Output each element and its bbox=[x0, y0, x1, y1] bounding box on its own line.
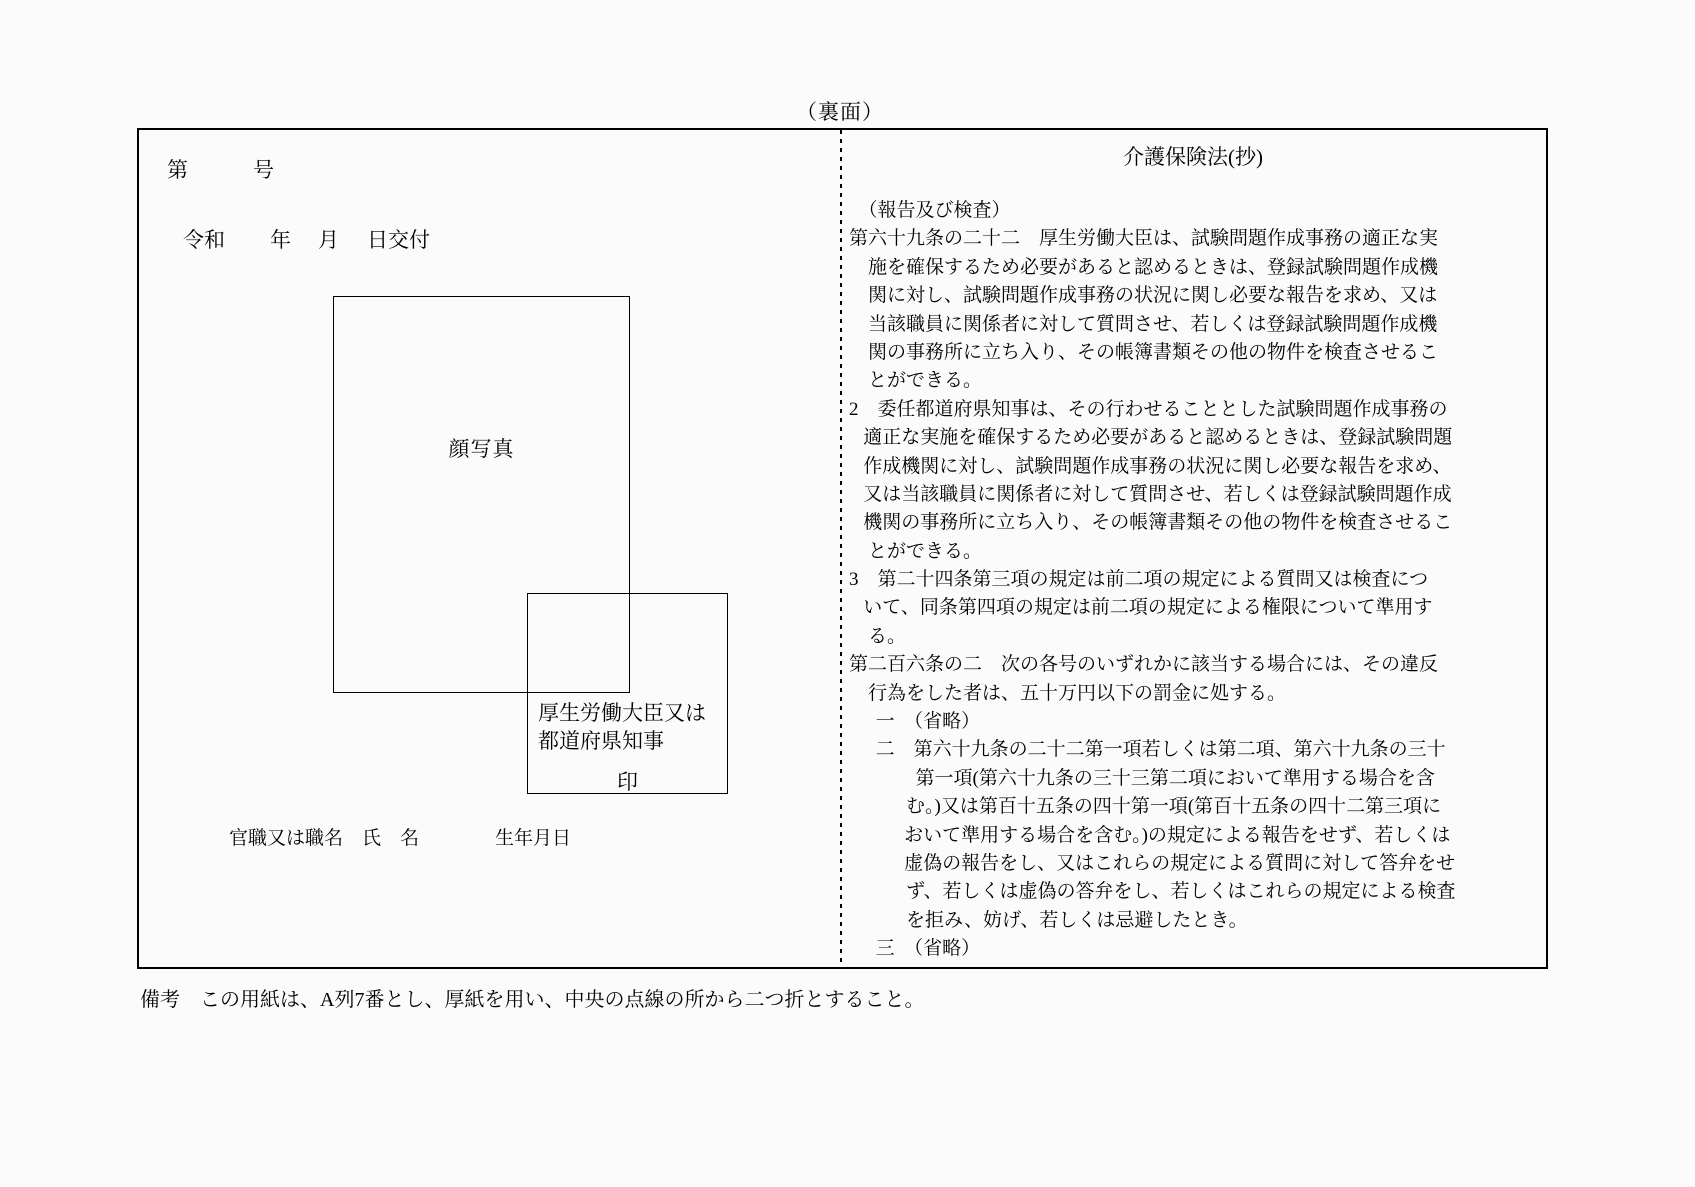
birthdate-label: 生年月日 bbox=[495, 828, 572, 849]
law-text-line: 関の事務所に立ち入り、その帳簿書類その他の物件を検査させるこ bbox=[868, 341, 1439, 363]
year-label: 年 bbox=[270, 228, 291, 252]
law-text-line: ず、若しくは虚偽の答弁をし、若しくはこれらの規定による検査 bbox=[906, 881, 1456, 903]
issuer-title-line1: 厚生労働大臣又は bbox=[538, 701, 706, 725]
law-text-line: 適正な実施を確保するため必要があると認めるときは、登録試験問題 bbox=[863, 427, 1453, 449]
law-text-line: 作成機関に対し、試験問題作成事務の状況に関し必要な報告を求め、 bbox=[863, 455, 1452, 477]
law-text-line: 第二百六条の二 次の各号のいずれかに該当する場合には、その違反 bbox=[849, 654, 1439, 676]
number-prefix-label: 第 bbox=[167, 158, 188, 182]
law-text-line: 行為をした者は、五十万円以下の罰金に処する。 bbox=[868, 682, 1287, 704]
law-text-line: 又は当該職員に関係者に対して質問させ、若しくは登録試験問題作成 bbox=[863, 483, 1452, 505]
era-label: 令和 bbox=[183, 228, 225, 252]
law-text-line: 関に対し、試験問題作成事務の状況に関し必要な報告を求め、又は bbox=[868, 285, 1438, 307]
back-side-label: （裏面） bbox=[796, 100, 884, 124]
law-text-line: 虚偽の報告をし、又はこれらの規定による質問に対して答弁をせ bbox=[904, 852, 1456, 874]
law-text-line: 施を確保するため必要があると認めるときは、登録試験問題作成機 bbox=[868, 256, 1439, 278]
center-fold-dotted-line bbox=[840, 130, 842, 967]
law-text-line: おいて準用する場合を含む。)の規定による報告をせず、若しくは bbox=[904, 824, 1451, 846]
law-text-line: とができる。 bbox=[868, 370, 983, 392]
law-text-line: 第六十九条の二十二 厚生労働大臣は、試験問題作成事務の適正な実 bbox=[849, 228, 1439, 250]
issue-day-label: 日交付 bbox=[367, 228, 430, 252]
law-text-line: む。)又は第百十五条の四十第一項(第百十五条の四十二第三項に bbox=[906, 796, 1442, 818]
law-excerpt-title: 介護保険法(抄) bbox=[1123, 145, 1263, 169]
law-text-line: （報告及び検査） bbox=[858, 200, 1011, 221]
issuer-title-line2: 都道府県知事 bbox=[538, 729, 664, 753]
law-text-line: る。 bbox=[868, 625, 907, 647]
law-text-line: 当該職員に関係者に対して質問させ、若しくは登録試験問題作成機 bbox=[868, 313, 1438, 335]
law-text-line: 機関の事務所に立ち入り、その帳簿書類その他の物件を検査させるこ bbox=[863, 512, 1453, 534]
law-text-line: 第一項(第六十九条の三十三第二項において準用する場合を含 bbox=[915, 767, 1435, 789]
month-label: 月 bbox=[318, 228, 339, 252]
seal-mark-label: 印 bbox=[617, 770, 638, 794]
law-text-line: とができる。 bbox=[868, 540, 983, 562]
issuer-seal-box bbox=[527, 593, 728, 794]
official-position-name-label: 官職又は職名 氏 名 bbox=[229, 828, 420, 849]
law-text-line: 三 （省略） bbox=[875, 938, 981, 960]
certificate-outline-box bbox=[137, 128, 1548, 969]
law-text-line: 一 （省略） bbox=[875, 711, 981, 733]
law-text-line: 二 第六十九条の二十二第一項若しくは第二項、第六十九条の三十 bbox=[875, 739, 1446, 761]
remarks-note: 備考 この用紙は、A列7番とし、厚紙を用い、中央の点線の所から二つ折とすること。 bbox=[140, 989, 925, 1011]
law-text-line: 2 委任都道府県知事は、その行わせることとした試験問題作成事務の bbox=[849, 398, 1448, 420]
law-text-line: を拒み、妨げ、若しくは忌避したとき。 bbox=[906, 909, 1248, 931]
law-excerpt-body bbox=[849, 197, 1549, 964]
law-text-line: 3 第二十四条第三項の規定は前二項の規定による質問又は検査につ bbox=[849, 569, 1429, 591]
law-text-line: いて、同条第四項の規定は前二項の規定による権限について準用す bbox=[863, 597, 1433, 619]
face-photo-label: 顔写真 bbox=[448, 437, 515, 461]
number-suffix-label: 号 bbox=[253, 158, 274, 182]
